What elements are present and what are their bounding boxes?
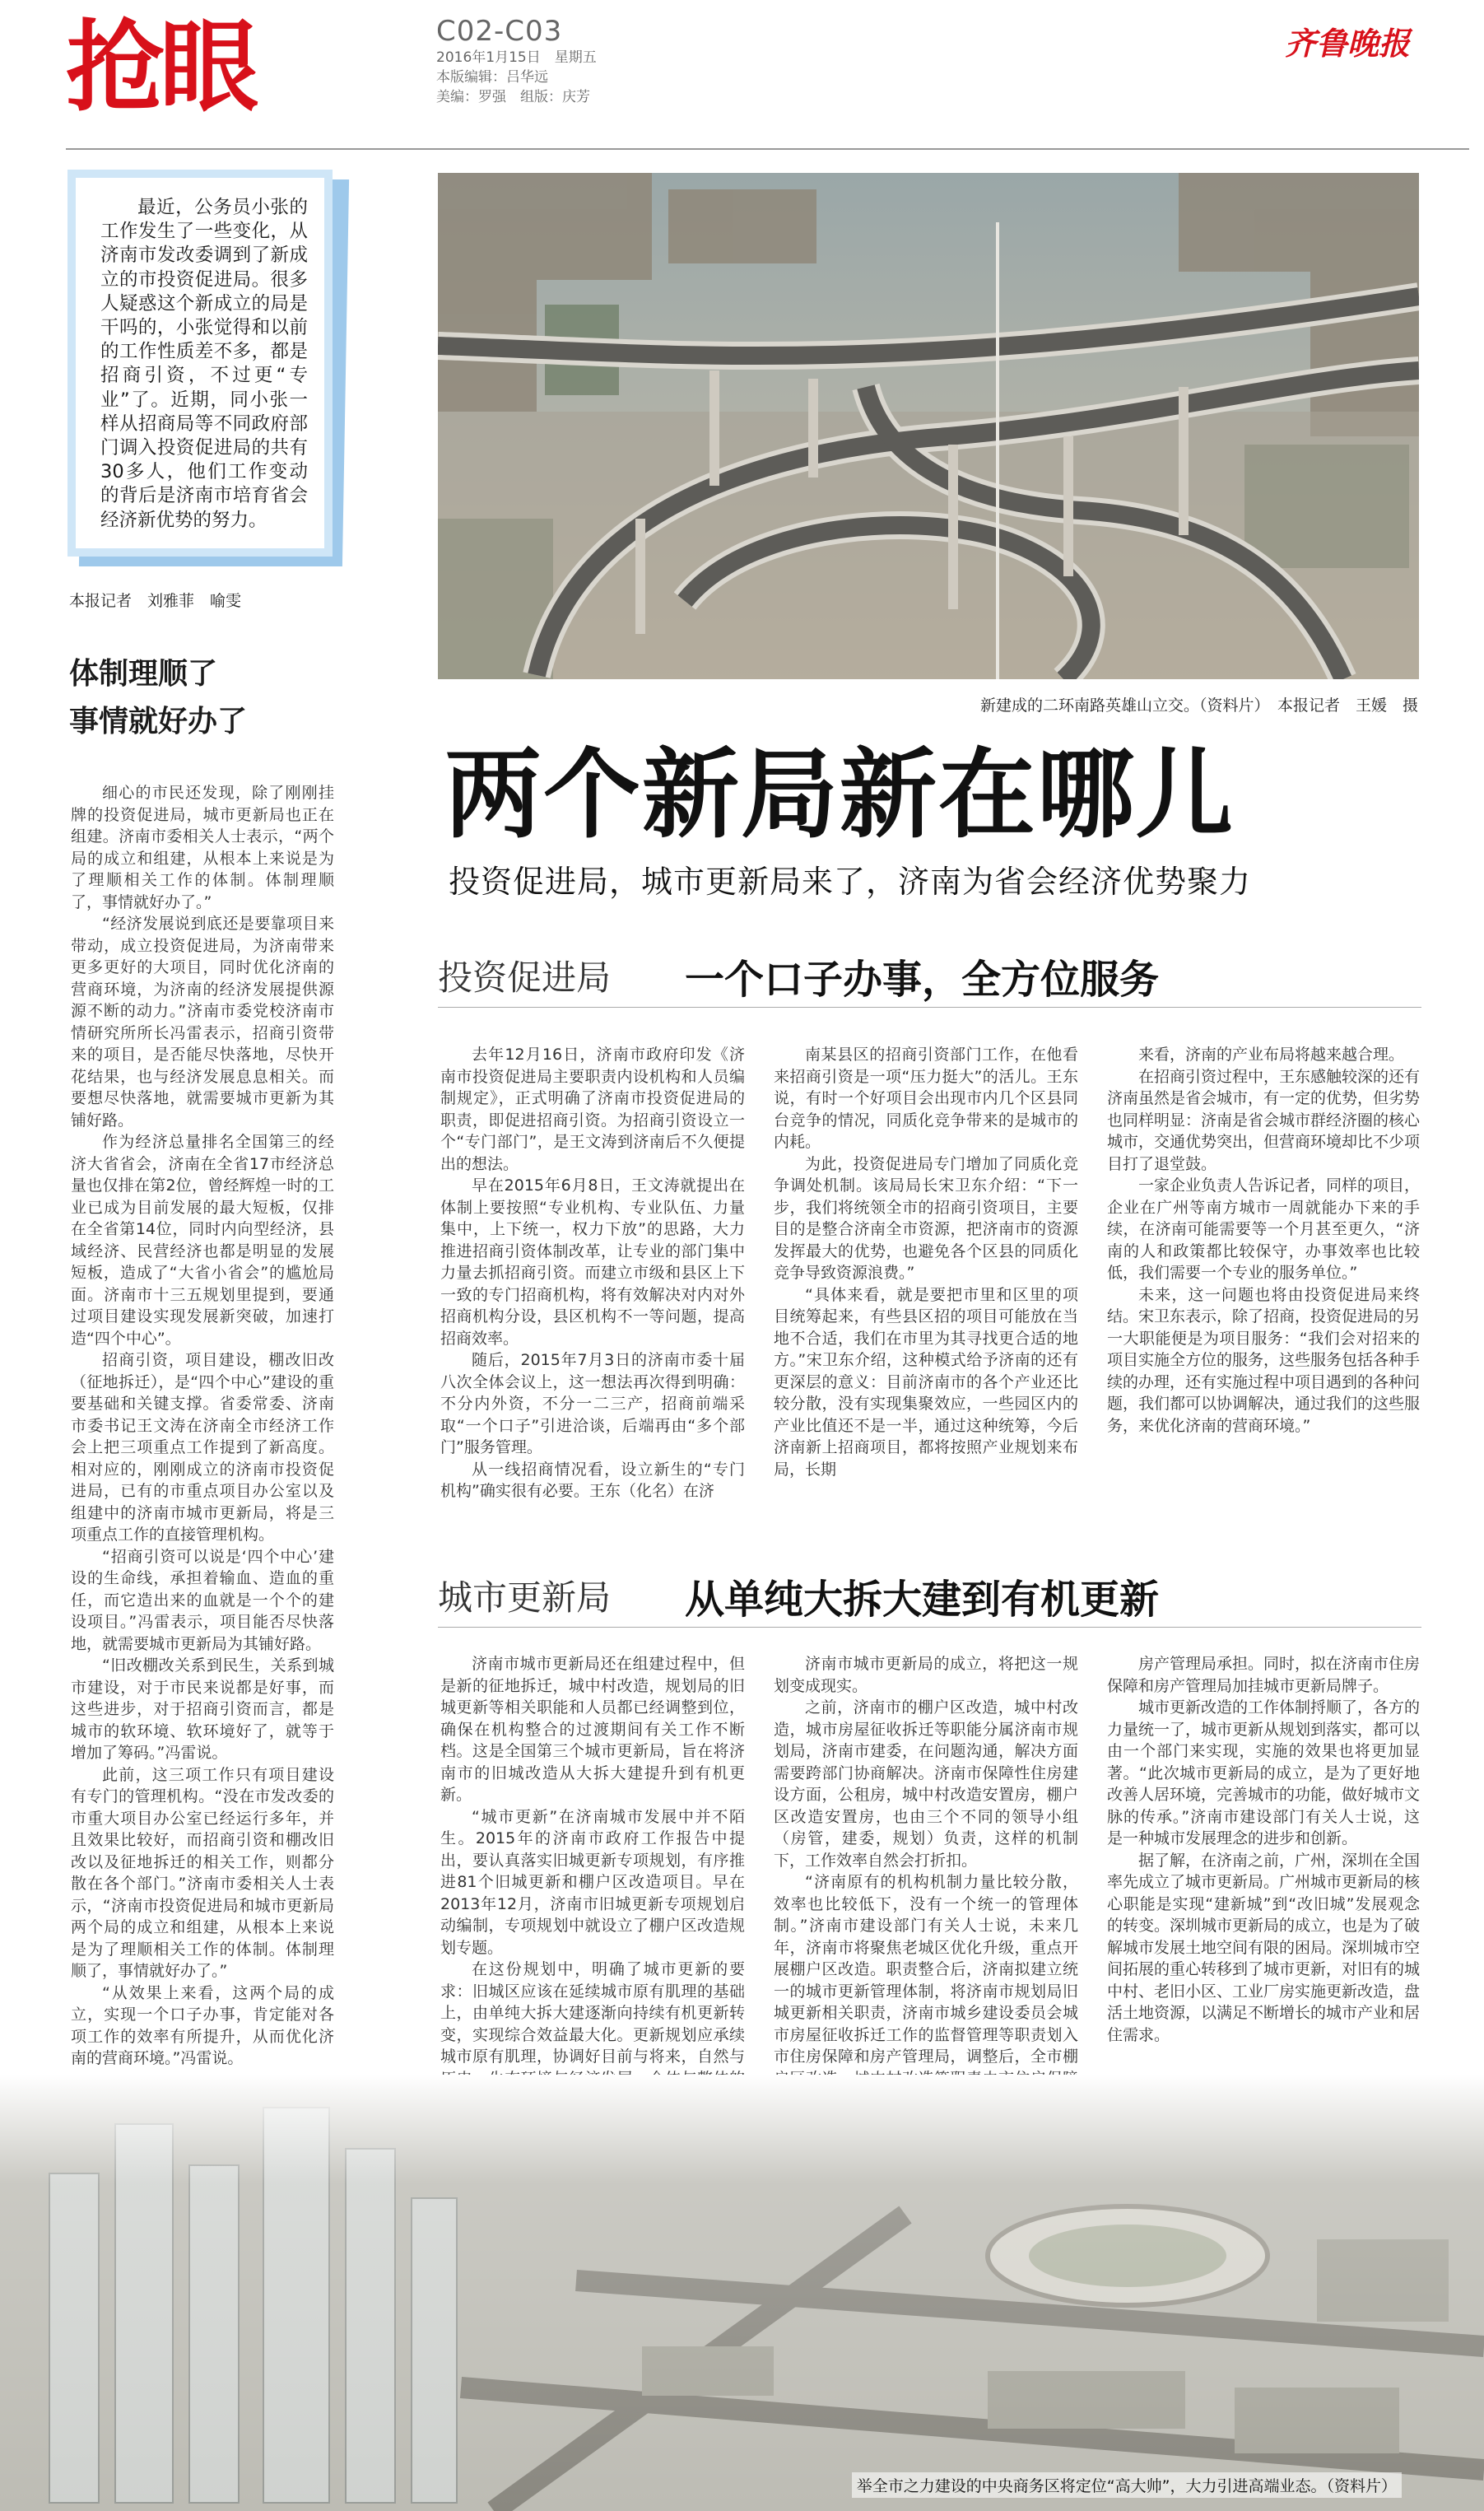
page-number: C02-C03 — [436, 15, 563, 48]
paragraph: 据了解，在济南之前，广州，深圳在全国率先成立了城市更新局。广州城市更新局的核心职能是实现“建新城”到“改旧城”发展观念的转变。深圳城市更新局的成立，也是为了破解城市发展土地空间有限的困局。深圳城市空间拓展的重心转移到了城市更新，对旧有的城中村、老旧小区、工业厂房实施更新改造，盘活土地资源，以满足不断增长的城市产业和居住需求。 — [1107, 1851, 1420, 2044]
paragraph: 之前，济南市的棚户区改造，城中村改造，城市房屋征收拆迁等职能分属济南市规划局，济南市建委，在问题沟通，解决方面需要跨部门协商解决。济南市保障性住房建设方面，公租房，城中村改造安置房，棚户区改造安置房，也由三个不同的领导小组（房管，建委，规划）负责，这样的机制下，工作效率自然会打折扣。 — [774, 1698, 1078, 1870]
side-title-line1: 体制理顺了 — [69, 657, 218, 691]
section-title: 从单纯大拆大建到有机更新 — [685, 1577, 1160, 1623]
reporter-byline: 本报记者 刘雅菲 喻雯 — [69, 592, 242, 610]
main-headline: 两个新局新在哪儿 — [444, 738, 1235, 851]
paragraph: 城市更新改造的工作体制捋顺了，各方的力量统一了，城市更新从规划到落实，都可以由一个部门来实现，实施的效果也将更加显著。“此次城市更新局的成立，是为了更好地改善人居环境，完善城市的功能，做好城市文脉的传承。”济南市建设部门有关人士说，这是一种城市发展理念的进步和创新。 — [1107, 1698, 1420, 1847]
section-name: 城市更新局 — [438, 1577, 612, 1618]
sub-headline: 投资促进局，城市更新局来了，济南为省会经济优势聚力 — [449, 864, 1252, 900]
page-meta — [436, 15, 1012, 138]
paragraph: 在招商引资过程中，王东感触较深的还有济南虽然是省会城市，有一定的优势，但劣势也同样明显：济南是省会城市群经济圈的核心城市，交通优势突出，但营商环境却比不少项目打了退堂鼓。 — [1107, 1067, 1420, 1173]
cbd-aerial-photo — [0, 2075, 1484, 2511]
paragraph: 来看，济南的产业布局将越来越合理。 — [1138, 1046, 1405, 1064]
section2-column-2 — [774, 1653, 1078, 2114]
section-title: 一个口子办事，全方位服务 — [685, 957, 1160, 1003]
section-name: 投资促进局 — [438, 957, 612, 998]
paragraph: “旧改棚改关系到民生，关系到城市建设，对于市民来说都是好事，而这些进步，对于招商引资而言，都是城市的软环境、软环境好了，就等于增加了筹码。”冯雷说。 — [71, 1656, 334, 1762]
section-rule — [438, 1627, 1421, 1628]
interchange-photo — [438, 173, 1419, 679]
paragraph: 作为经济总量排名全国第三的经济大省省会，济南在全省17市经济总量也仅排在第2位，曾经辉煌一时的工业已成为目前发展的最大短板，仅排在全省第14位，同时内向型经济，县域经济、民营经济也都是明显的发展短板，造成了“大省小省会”的尴尬局面。济南市十三五规划里提到，要通过项目建设实现发展新突破，加速打造“四个中心”。 — [71, 1133, 334, 1348]
bottom-photo-caption: 举全市之力建设的中央商务区将定位“高大帅”，大力引进高端业态。（资料片） — [852, 2472, 1402, 2498]
paragraph: “从效果上来看，这两个局的成立，实现一个口子办事，肯定能对各项工作的效率有所提升，从而优化济南的营商环境。”冯雷说。 — [71, 1983, 334, 2067]
paragraph: 去年12月16日，济南市政府印发《济南市投资促进局主要职责内设机构和人员编制规定》，正式明确了济南市投资促进局的职责，即促进招商引资。为招商引资设立一个“专门部门”，是王文涛到济南后不久便提出的想法。 — [440, 1046, 745, 1173]
paragraph: 济南市城市更新局的成立，将把这一规划变成现实。 — [774, 1655, 1078, 1695]
section1-column-3 — [1107, 1044, 1420, 1505]
column-title: 抢眼 — [66, 11, 254, 125]
paragraph: 随后，2015年7月3日的济南市委十届八次全体会议上，这一想法再次得到明确：不分内外资，不分一二三产，招商前端采取“一个口子”引进洽谈，后端再由“多个部门”服务管理。 — [440, 1351, 745, 1456]
design-credit: 美编：罗强 组版：庆芳 — [436, 89, 590, 105]
paragraph: 一家企业负责人告诉记者，同样的项目，企业在广州等南方城市一周就能办下来的手续，在济南可能需要等一个月甚至更久，“济南的人和政策都比较保守，办事效率也比较低，我们需要一个专业的服务单位。” — [1107, 1176, 1420, 1282]
cbd-aerial-illustration — [0, 2075, 1484, 2511]
column-header — [66, 11, 337, 138]
side-title-line2: 事情就好办了 — [69, 705, 248, 738]
header-divider — [66, 148, 1469, 150]
section1-column-1 — [440, 1044, 745, 1505]
newspaper-masthead: 齐鲁晚报 — [1284, 25, 1410, 62]
paragraph: 招商引资，项目建设，棚改旧改（征地拆迁），是“四个中心”建设的重要基础和关键支撑。省委常委、济南市委书记王文涛在济南全市经济工作会上把三项重点工作提到了新高度。相对应的，刚刚成立的济南市投资促进局，已有的市重点项目办公室以及组建中的济南市城市更新局，将是三项重点工作的直接管理机构。 — [71, 1351, 334, 1544]
paragraph: 未来，这一问题也将由投资促进局来终结。宋卫东表示，除了招商，投资促进局的另一大职能便是为项目服务：“我们会对招来的项目实施全方位的服务，这些服务包括各种手续的办理，还有实施过程中项目遇到的各种问题，我们都可以协调解决，通过我们的这些服务，来优化济南的营商环境。” — [1107, 1285, 1420, 1435]
summary-box — [67, 170, 333, 557]
paragraph: “城市更新”在济南城市发展中并不陌生。2015年的济南市政府工作报告中提出，要认真落实旧城更新专项规划，有序推进81个旧城更新和棚户区改造项目。早在2013年12月，济南市旧城更新专项规划启动编制，专项规划中就设立了棚户区改造规划专题。 — [440, 1807, 745, 1957]
section-heading-urban-renewal — [438, 1563, 1421, 1628]
section1-column-2 — [774, 1044, 1078, 1505]
section2-column-3 — [1107, 1653, 1420, 2114]
section-heading-investment — [438, 943, 1421, 1009]
left-column-body — [71, 782, 334, 2132]
paragraph: 早在2015年6月8日，王文涛就提出在体制上要按照“专业机构、专业队伍、力量集中，上下统一，权力下放”的思路，大力推进招商引资体制改革，让专业的部门集中力量去抓招商引资。而建立市级和县区上下一致的专门招商机构，将有效解决对内对外招商机构分设，县区机构不一等问题，提高招商效率。 — [440, 1176, 745, 1348]
paragraph: 南某县区的招商引资部门工作，在他看来招商引资是一项“压力挺大”的活儿。王东说，有时一个好项目会出现市内几个区县同台竞争的情况，同质化竞争带来的是城市的内耗。 — [774, 1046, 1078, 1151]
paragraph: 济南市城市更新局还在组建过程中，但是新的征地拆迁，城中村改造，规划局的旧城更新等相关职能和人员都已经调整到位，确保在机构整合的过渡期间有关工作不断档。这是全国第三个城市更新局，旨在将济南市的旧城改造从大拆大建提升到有机更新。 — [440, 1655, 745, 1804]
paragraph: 房产管理局承担。同时，拟在济南市住房保障和房产管理局加挂城市更新局牌子。 — [1107, 1655, 1420, 1695]
paragraph: 为此，投资促进局专门增加了同质化竞争调处机制。该局局长宋卫东介绍：“下一步，我们将统领全市的招商引资项目，主要目的是整合济南全市资源，把济南市的资源发挥最大的优势，也避免各个区县的同质化竞争导致资源浪费。” — [774, 1154, 1078, 1282]
paragraph: “经济发展说到底还是要靠项目来带动，成立投资促进局，为济南带来更多更好的大项目，同时优化济南的营商环境，为济南的经济发展提供源源不断的动力。”济南市委党校济南市情研究所所长冯雷表示，招商引资带来的项目，是否能尽快落地，尽快开花结果，也与经济发展息息相关。而要想尽快落地，就需要城市更新为其铺好路。 — [71, 915, 334, 1130]
paragraph: 从一线招商情况看，设立新生的“专门机构”确实很有必要。王东（化名）在济 — [440, 1460, 745, 1500]
paragraph: 此前，这三项工作只有项目建设有专门的管理机构。“没在市发改委的市重大项目办公室已经运行多年，并且效果比较好，而招商引资和棚改旧改以及征地拆迁的相关工作，则都分散在各个部门。”济南市委相关人士表示，“济南市投资促进局和城市更新局两个局的成立和组建，从根本上来说是为了理顺相关工作的体制。体制理顺了，事情就好办了。” — [71, 1765, 334, 1980]
paragraph: 细心的市民还发现，除了刚刚挂牌的投资促进局，城市更新局也正在组建。济南市委相关人士表示，“两个局的成立和组建，从根本上来说是为了理顺相关工作的体制。体制理顺了，事情就好办了。” — [71, 784, 334, 911]
issue-date: 2016年1月15日 星期五 — [436, 49, 597, 66]
paragraph: “济南原有的机构机制力量比较分散，效率也比较低下，没有一个统一的管理体制。”济南市建设部门有关人士说，未来几年，济南市将聚焦老城区优化升级，重点开展棚户区改造。职责整合后，济南拟建立统一的城市更新管理体制，将济南市规划局旧城更新相关职责，济南市城乡建设委员会城市房屋征收拆迁工作的监督管理等职责划入市住房保障和房产管理局，调整后，全市棚 — [774, 1873, 1078, 2066]
section2-column-1 — [440, 1653, 745, 2114]
paragraph: “具体来看，就是要把市里和区里的项目统筹起来，有些县区招的项目可能放在当地不合适，我们在市里为其寻找更合适的地方。”宋卫东介绍，这种模式给予济南的还有更深层的意义：目前济南市的各个产业还比较分散，没有实现集聚效应，一些园区内的产业比值还不是一半，通过这种统筹，今后济南新上招商项目，都将按照产业规划来布局，长期 — [774, 1285, 1078, 1479]
top-photo-caption: 新建成的二环南路英雄山立交。（资料片） 本报记者 王媛 摄 — [979, 696, 1418, 715]
section-rule — [438, 1007, 1421, 1008]
editor-credit: 本版编辑：吕华远 — [436, 69, 548, 86]
paragraph: 在这份规划中，明确了城市更新的要求：旧城区应该在延续城市原有肌理的基础上，由单纯大拆大建逐渐向持续有机更新转变，实现综合效益最大化。更新规划应承续城市原有肌理，协调好目前与将来，自然与 — [440, 1960, 745, 2066]
summary-text: 最近，公务员小张的工作发生了一些变化，从济南市发改委调到了新成立的市投资促进局。很多人疑惑这个新成立的局是干吗的，小张觉得和以前的工作性质差不多，都是招商引资，不过更“专业”了。近期，同小张一样从招商局等不同政府部门调入投资促进局的共有30多人，他们工作变动的背后是济南市培育省会经济新优势的努力。 — [100, 197, 308, 531]
interchange-illustration — [438, 173, 1419, 679]
paragraph: “招商引资可以说是‘四个中心’建设的生命线，承担着输血、造血的重任，而它造出来的血就是一个个的建设项目。”冯雷表示，项目能否尽快落地，就需要城市更新局为其铺好路。 — [71, 1547, 334, 1653]
